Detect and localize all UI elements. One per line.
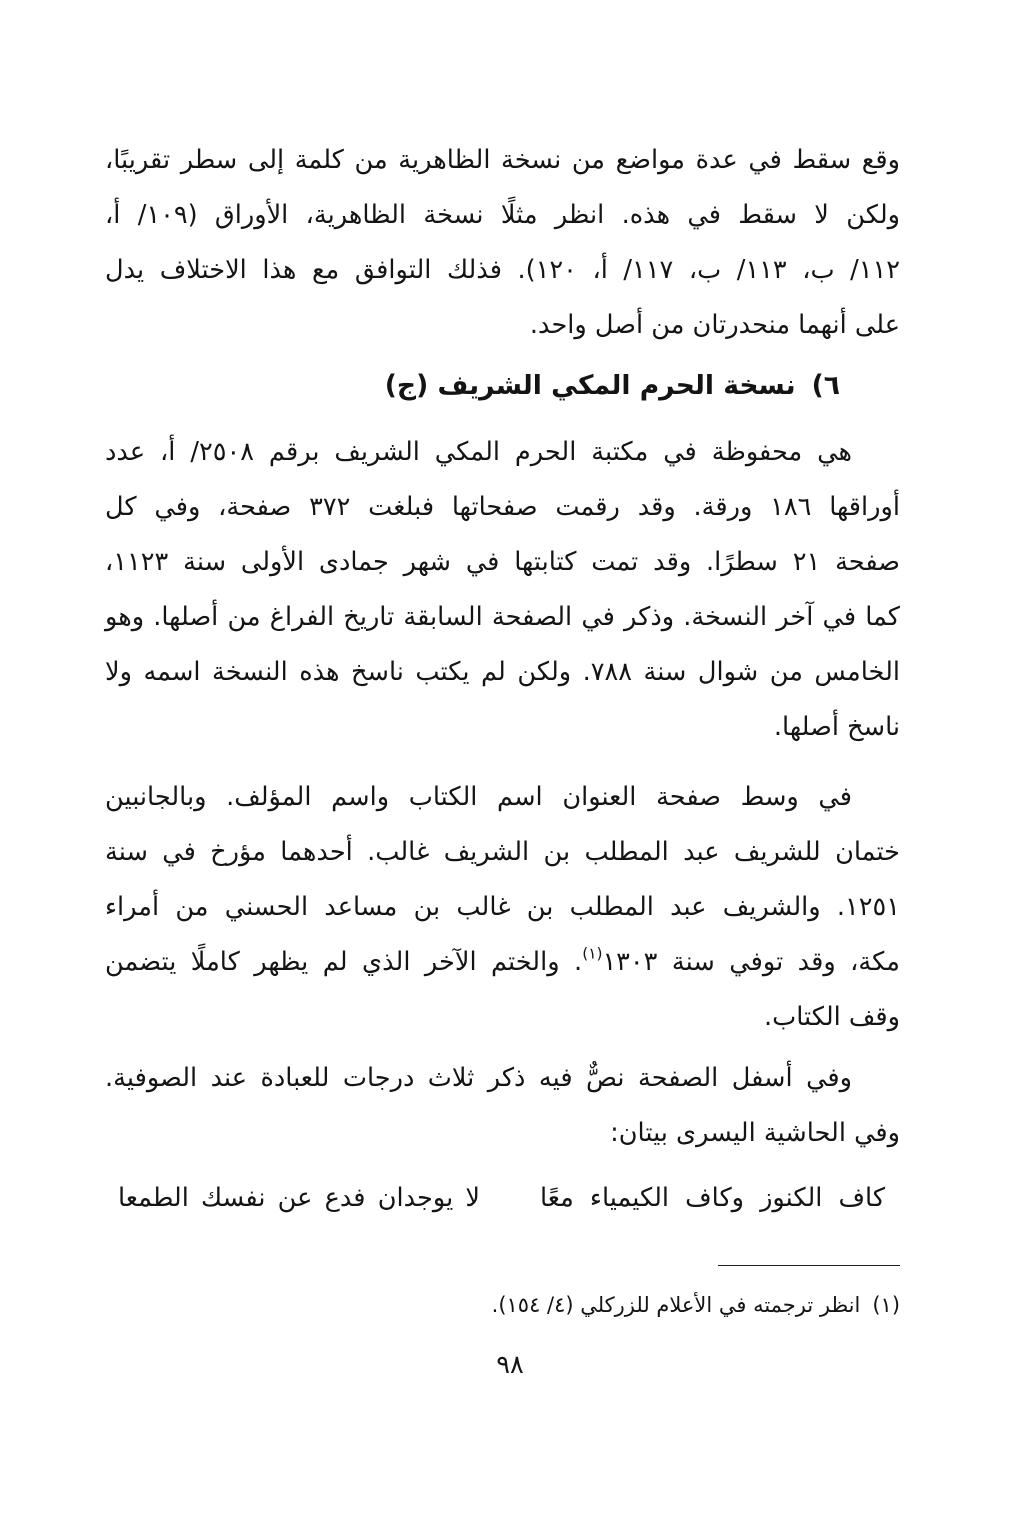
line-text: ختمان للشريف عبد المطلب بن الشريف غالب. أحدهما مؤرخ في سنة bbox=[105, 837, 900, 867]
paragraph-margin-note bbox=[105, 1051, 900, 1161]
verse-first-hemistich bbox=[540, 1171, 885, 1226]
footnote-marker: (١) bbox=[872, 1293, 900, 1317]
text-line bbox=[105, 1106, 900, 1161]
text-line bbox=[105, 770, 900, 825]
line-text: ولكن لا سقط في هذه. انظر مثلًا نسخة الظاهرية، الأوراق (١٠٩/ أ، bbox=[105, 200, 900, 230]
text-line bbox=[105, 1051, 900, 1106]
line-text: وفي الحاشية اليسرى بيتان: bbox=[610, 1118, 900, 1148]
section-number: ٦) bbox=[811, 370, 840, 401]
paragraph-intro bbox=[105, 133, 900, 353]
text-line bbox=[105, 935, 900, 990]
text-line bbox=[105, 243, 900, 298]
text-line bbox=[105, 645, 900, 700]
hemistich-text: كاف الكنوز وكاف الكيمياء معًا bbox=[540, 1183, 885, 1213]
line-text: على أنهما منحدرتان من أصل واحد. bbox=[529, 310, 900, 340]
line-text-before-note: مكة، وقد توفي سنة ١٣٠٣ bbox=[602, 947, 900, 977]
line-text: وفي أسفل الصفحة نصٌّ فيه ذكر ثلاث درجات للعبادة عند الصوفية. bbox=[105, 1063, 852, 1093]
text-line bbox=[105, 298, 900, 353]
text-line bbox=[105, 590, 900, 645]
text-line bbox=[105, 700, 900, 755]
section-heading bbox=[105, 358, 900, 413]
text-line bbox=[105, 425, 900, 480]
section-title: نسخة الحرم المكي الشريف (ج) bbox=[384, 370, 796, 401]
text-line bbox=[105, 188, 900, 243]
heading-line bbox=[105, 358, 900, 413]
paragraph-description bbox=[105, 425, 900, 755]
line-text: ١٢٥١. والشريف عبد المطلب بن غالب بن مساعد الحسني من أمراء bbox=[105, 892, 900, 922]
line-text bbox=[105, 944, 900, 977]
page-number: ٩٨ bbox=[496, 1350, 524, 1380]
line-text: في وسط صفحة العنوان اسم الكتاب واسم المؤلف. وبالجانبين bbox=[105, 782, 852, 812]
footnote-separator bbox=[718, 1265, 900, 1266]
line-text: وقف الكتاب. bbox=[763, 1002, 900, 1032]
heading-text bbox=[385, 370, 840, 401]
verse-second-hemistich bbox=[118, 1171, 480, 1226]
text-line bbox=[105, 990, 900, 1045]
line-text: صفحة ٢١ سطرًا. وقد تمت كتابتها في شهر جمادى الأولى سنة ١١٢٣، bbox=[105, 547, 900, 577]
line-text: ١١٢/ ب، ١١٣/ ب، ١١٧/ أ، ١٢٠). فذلك التوافق مع هذا الاختلاف يدل bbox=[105, 255, 901, 285]
text-line bbox=[105, 880, 900, 935]
line-text: وقع سقط في عدة مواضع من نسخة الظاهرية من كلمة إلى سطر تقريبًا، bbox=[105, 145, 900, 175]
text-line bbox=[105, 535, 900, 590]
text-line bbox=[105, 825, 900, 880]
text-line bbox=[105, 133, 900, 188]
hemistich-text: لا يوجدان فدع عن نفسك الطمعا bbox=[118, 1183, 480, 1213]
line-text: أوراقها ١٨٦ ورقة. وقد رقمت صفحاتها فبلغت ٣٧٢ صفحة، وفي كل bbox=[105, 492, 900, 522]
footnote-text: انظر ترجمته في الأعلام للزركلي (٤/ ١٥٤). bbox=[491, 1293, 861, 1317]
line-text: الخامس من شوال سنة ٧٨٨. ولكن لم يكتب ناسخ هذه النسخة اسمه ولا bbox=[105, 657, 900, 687]
line-text-after-note: . والختم الآخر الذي لم يظهر كاملًا يتضمن bbox=[105, 947, 583, 977]
line-text: هي محفوظة في مكتبة الحرم المكي الشريف برقم ٢٥٠٨/ أ، عدد bbox=[105, 437, 852, 467]
text-line bbox=[105, 480, 900, 535]
line-text: ناسخ أصلها. bbox=[773, 712, 900, 742]
paragraph-title-page bbox=[105, 770, 900, 1045]
line-text: كما في آخر النسخة. وذكر في الصفحة السابقة تاريخ الفراغ من أصلها. وهو bbox=[105, 602, 900, 632]
footnote bbox=[105, 1285, 900, 1325]
footnote-reference: (١) bbox=[582, 944, 603, 963]
